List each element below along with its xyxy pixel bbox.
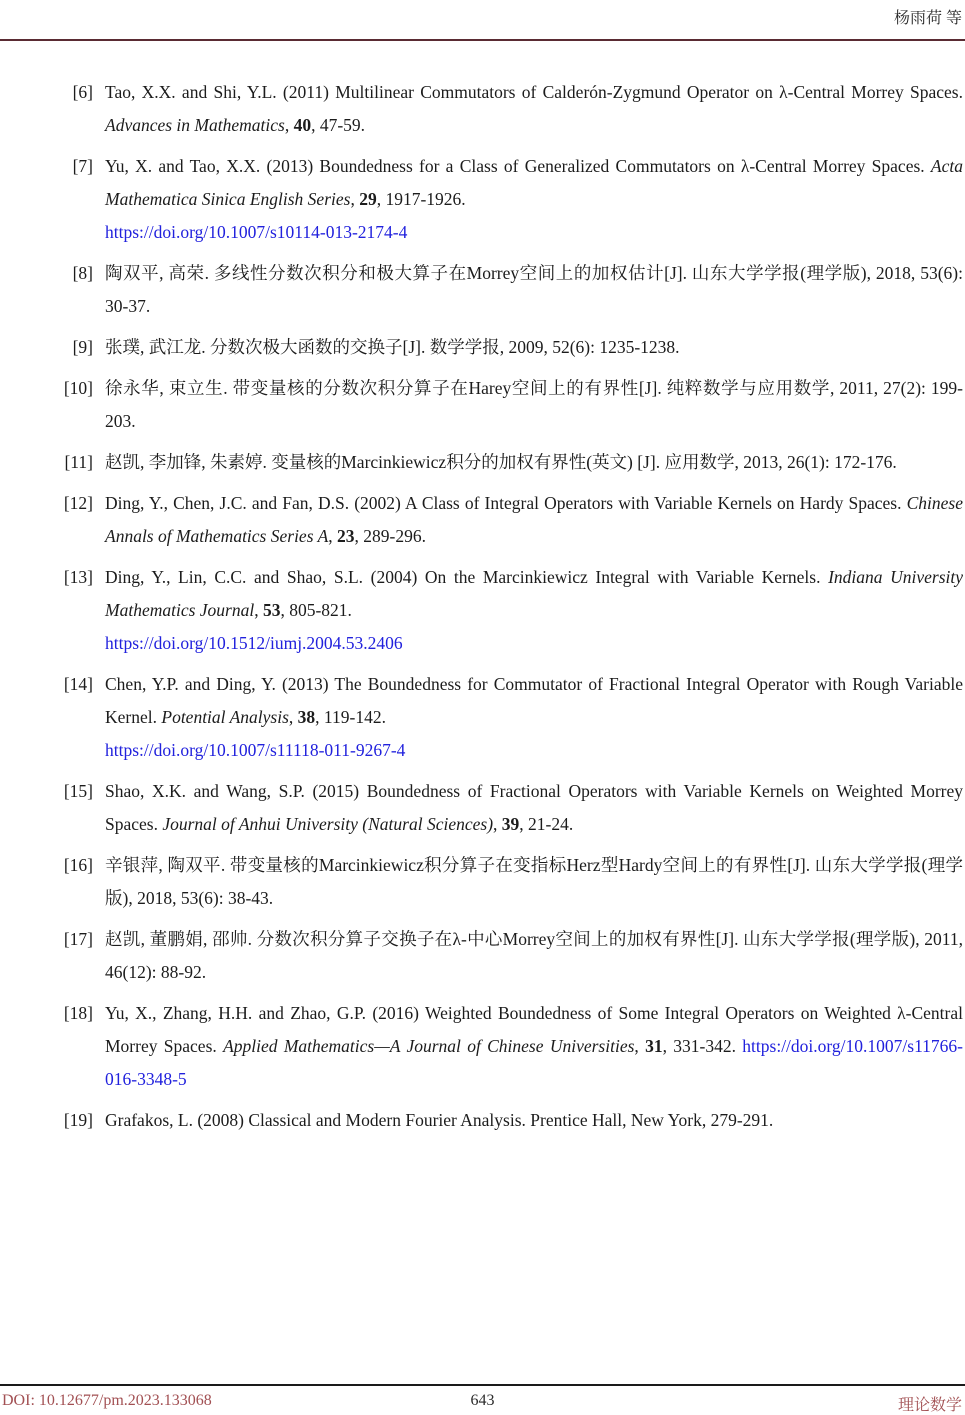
reference-text-segment: , 119-142. <box>315 707 386 727</box>
reference-text <box>105 446 963 479</box>
reference-number: [10] <box>63 378 93 398</box>
reference-text-segment: , 805-821. <box>280 600 352 620</box>
reference-text-segment: 徐永华, 束立生. 带变量核的分数次积分算子在Harey空间上的有界性[J]. 纯粹数学与应用数学, 2011, 27(2): 199-203. <box>105 378 963 431</box>
doi-link[interactable]: https://doi.org/10.1007/s10114-013-2174-4 <box>105 222 408 242</box>
footer-doi-link[interactable]: DOI: 10.12677/pm.2023.133068 <box>2 1392 212 1409</box>
reference-text <box>105 668 963 767</box>
reference-number: [16] <box>63 855 93 875</box>
reference-text-segment: 张璞, 武江龙. 分数次极大函数的交换子[J]. 数学学报, 2009, 52(6): 1235-1238. <box>105 337 680 357</box>
volume-number: 39 <box>501 814 520 834</box>
reference-text-segment: 赵凯, 李加锋, 朱素婷. 变量核的Marcinkiewicz积分的加权有界性(英文) [J]. 应用数学, 2013, 26(1): 172-176. <box>105 452 897 472</box>
doi-link[interactable]: https://doi.org/10.1007/s11118-011-9267-4 <box>105 740 406 760</box>
reference-number: [6] <box>72 82 93 102</box>
references-list <box>0 76 963 1145</box>
reference-text-segment: , <box>350 189 360 209</box>
reference-text-segment: , 331-342. <box>662 1036 743 1056</box>
reference-text <box>105 849 963 915</box>
journal-title: Applied Mathematics—A Journal of Chinese Universities <box>223 1036 635 1056</box>
reference-text-segment: , <box>284 115 294 135</box>
reference-text-segment: 陶双平, 高荣. 多线性分数次积分和极大算子在Morrey空间上的加权估计[J]. 山东大学学报(理学版), 2018, 53(6): 30-37. <box>105 263 963 316</box>
reference-number: [14] <box>63 674 93 694</box>
reference-number: [18] <box>63 1003 93 1023</box>
reference-item <box>0 487 963 553</box>
volume-number: 40 <box>293 115 312 135</box>
reference-number: [11] <box>64 452 93 472</box>
page-number: 643 <box>470 1392 495 1409</box>
reference-number: [13] <box>63 567 93 587</box>
volume-number: 53 <box>262 600 281 620</box>
reference-item <box>0 257 963 323</box>
volume-number: 29 <box>359 189 377 209</box>
header-rule <box>0 39 965 41</box>
reference-text-segment: Chen, Y.P. and Ding, Y. (2013) The Boundedness for Commutator of Fractional Integral Operator with Rough Variable Kernel. <box>105 674 963 727</box>
journal-title: Chinese Annals of Mathematics Series A <box>105 493 963 546</box>
reference-number: [7] <box>72 156 93 176</box>
journal-title: Advances in Mathematics <box>105 115 285 135</box>
reference-text-segment: Shao, X.K. and Wang, S.P. (2015) Boundedness of Fractional Operators with Variable Kernels on Weighted Morrey Spaces. <box>105 781 963 834</box>
reference-item <box>0 372 963 438</box>
reference-number: [19] <box>63 1110 93 1130</box>
doi-link[interactable]: https://doi.org/10.1512/iumj.2004.53.2406 <box>105 633 403 653</box>
running-author: 杨雨荷 等 <box>893 10 962 27</box>
journal-title: Acta Mathematica Sinica English Series <box>105 156 963 209</box>
reference-text <box>105 257 963 323</box>
reference-text-segment: , 289-296. <box>354 526 426 546</box>
reference-text <box>105 372 963 438</box>
reference-text-segment: Ding, Y., Lin, C.C. and Shao, S.L. (2004) On the Marcinkiewicz Integral with Variable Kernels. <box>105 567 829 587</box>
reference-text-segment: , 1917-1926. <box>376 189 466 209</box>
reference-text-segment: , 21-24. <box>519 814 574 834</box>
reference-item <box>0 446 963 479</box>
reference-item <box>0 668 963 767</box>
reference-item <box>0 150 963 249</box>
reference-number: [9] <box>72 337 93 357</box>
reference-item <box>0 331 963 364</box>
reference-item <box>0 775 963 841</box>
reference-text-segment: , <box>328 526 338 546</box>
reference-text <box>105 331 963 364</box>
reference-text <box>105 997 963 1096</box>
reference-text-segment: , <box>254 600 263 620</box>
doi-link[interactable]: https://doi.org/10.1007/s11766-016-3348-5 <box>105 1036 964 1089</box>
reference-item <box>0 561 963 660</box>
reference-text-segment: Yu, X. and Tao, X.X. (2013) Boundedness for a Class of Generalized Commutators on λ-Central Morrey Spaces. <box>105 156 931 176</box>
reference-text <box>105 923 963 989</box>
reference-text-segment: 赵凯, 董鹏娟, 邵帅. 分数次积分算子交换子在λ-中心Morrey空间上的加权有界性[J]. 山东大学学报(理学版), 2011, 46(12): 88-92. <box>105 929 963 982</box>
reference-text <box>105 76 963 142</box>
reference-item <box>0 1104 963 1137</box>
reference-text <box>105 150 963 249</box>
volume-number: 23 <box>337 526 355 546</box>
volume-number: 31 <box>645 1036 663 1056</box>
reference-text-segment: , <box>493 814 502 834</box>
reference-text-segment: 辛银萍, 陶双平. 带变量核的Marcinkiewicz积分算子在变指标Herz型Hardy空间上的有界性[J]. 山东大学学报(理学版), 2018, 53(6): 38-43. <box>105 855 963 908</box>
reference-item <box>0 849 963 915</box>
reference-item <box>0 997 963 1096</box>
reference-item <box>0 923 963 989</box>
reference-number: [12] <box>63 493 93 513</box>
footer-rule <box>0 1384 965 1386</box>
journal-name-link[interactable]: 理论数学 <box>897 1397 962 1414</box>
reference-text-segment: Yu, X., Zhang, H.H. and Zhao, G.P. (2016) Weighted Boundedness of Some Integral Operators on Weighted λ-Central Morrey Spaces. <box>105 1003 963 1056</box>
volume-number: 38 <box>297 707 316 727</box>
reference-text-segment: , 47-59. <box>311 115 366 135</box>
reference-text <box>105 561 963 660</box>
reference-text-segment: , <box>288 707 298 727</box>
reference-text <box>105 775 963 841</box>
reference-number: [17] <box>63 929 93 949</box>
journal-title: Potential Analysis <box>161 707 289 727</box>
reference-item <box>0 76 963 142</box>
reference-text <box>105 487 963 553</box>
reference-text-segment: Grafakos, L. (2008) Classical and Modern Fourier Analysis. Prentice Hall, New York, 279-291. <box>105 1110 774 1130</box>
reference-text <box>105 1104 963 1137</box>
reference-number: [8] <box>72 263 93 283</box>
reference-text-segment: Ding, Y., Chen, J.C. and Fan, D.S. (2002) A Class of Integral Operators with Variable Kernels on Hardy Spaces. <box>105 493 907 513</box>
reference-text-segment: Tao, X.X. and Shi, Y.L. (2011) Multilinear Commutators of Calderón-Zygmund Operator on λ-Central Morrey Spaces. <box>105 82 963 102</box>
journal-title: Journal of Anhui University (Natural Sciences) <box>162 814 494 834</box>
reference-text-segment: , <box>634 1036 646 1056</box>
reference-number: [15] <box>63 781 93 801</box>
journal-title: Indiana University Mathematics Journal <box>105 567 963 620</box>
